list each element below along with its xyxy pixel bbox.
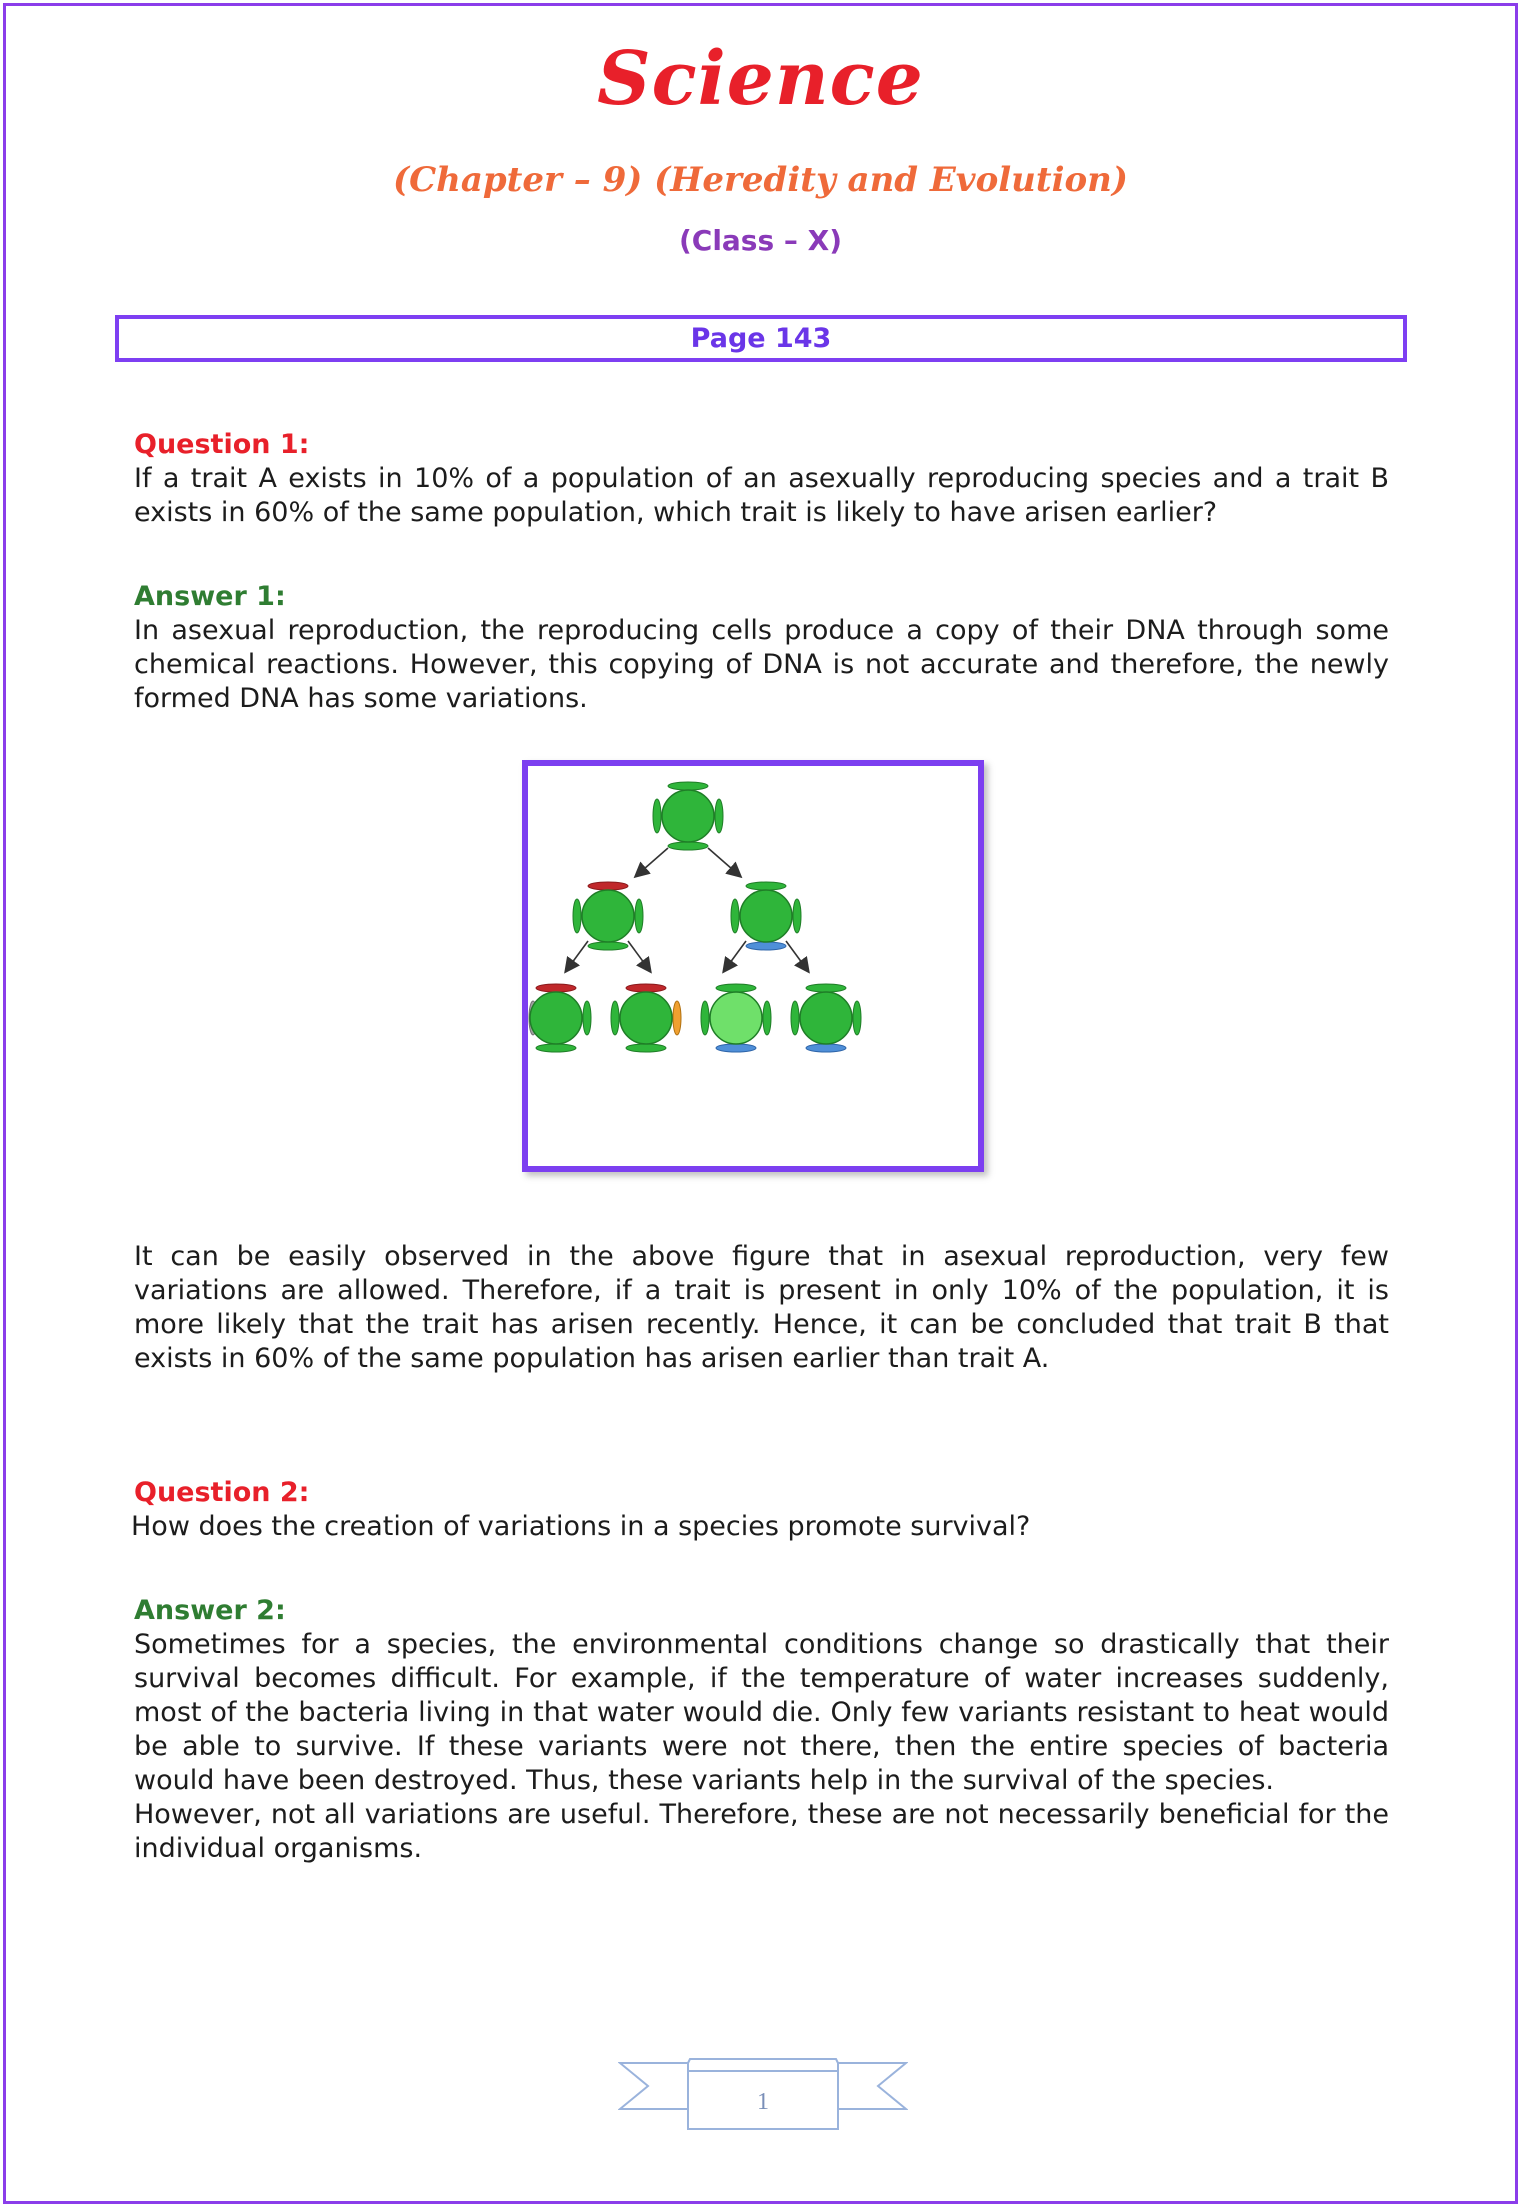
grandchild-cell-2 [611, 984, 681, 1052]
page-number-banner: Page 143 [115, 315, 1407, 362]
question-1 [134, 428, 1389, 530]
daughter-cell-left [573, 882, 643, 950]
question-2 [131, 1476, 1389, 1544]
question-1-text: If a trait A exists in 10% of a population of an asexually reproducing species and a trait B exists in 60% of the same population, which trait is likely to have arisen earlier? [134, 463, 1389, 528]
answer-1 [134, 580, 1389, 716]
ribbon-icon [618, 2057, 908, 2137]
answer-1-heading: Answer 1: [134, 581, 286, 612]
grandchild-cell-3 [701, 984, 771, 1052]
page-title: Science [597, 36, 924, 122]
answer-2 [134, 1594, 1389, 1866]
daughter-cell-right [731, 882, 801, 950]
parent-cell [653, 782, 723, 850]
question-2-text: How does the creation of variations in a species promote survival? [131, 1511, 1031, 1542]
answer-2-text: Sometimes for a species, the environmental conditions change so drastically that their survival becomes difficult. For example, if the temperature of water increases suddenly, most of the bacteria living in that water would die. Only few variants resistant to heat would be able to survive. If these variants were not there, then the entire species of bacteria would have been destroyed. Thus, these variants help in the survival of the species. [134, 1629, 1389, 1796]
question-2-heading: Question 2: [134, 1477, 310, 1508]
answer-2-text-2: However, not all variations are useful. Therefore, these are not necessarily beneficial for the individual organisms. [134, 1799, 1389, 1864]
class-label: (Class – X) [678, 224, 843, 257]
grandchild-cell-4 [791, 984, 861, 1052]
variation-tree-diagram [528, 766, 978, 1166]
page-number: 1 [757, 2089, 769, 2115]
footer-ribbon [618, 2057, 908, 2137]
answer-1-conclusion [134, 1240, 1389, 1376]
asexual-reproduction-figure [522, 760, 984, 1172]
chapter-subtitle: (Chapter – 9) (Heredity and Evolution) [392, 160, 1128, 200]
answer-1-conclusion-text: It can be easily observed in the above figure that in asexual reproduction, very few variations are allowed. Therefore, if a trait is present in only 10% of the population, it is more likely that the trait has arisen recently. Hence, it can be concluded that trait B that exists in 60% of the same population has arisen earlier than trait A. [134, 1241, 1389, 1374]
answer-2-heading: Answer 2: [134, 1595, 286, 1626]
answer-1-text: In asexual reproduction, the reproducing cells produce a copy of their DNA through some chemical reactions. However, this copying of DNA is not accurate and therefore, the newly formed DNA has some variations. [134, 615, 1389, 714]
grandchild-cell-1 [529, 984, 591, 1052]
question-1-heading: Question 1: [134, 429, 310, 460]
